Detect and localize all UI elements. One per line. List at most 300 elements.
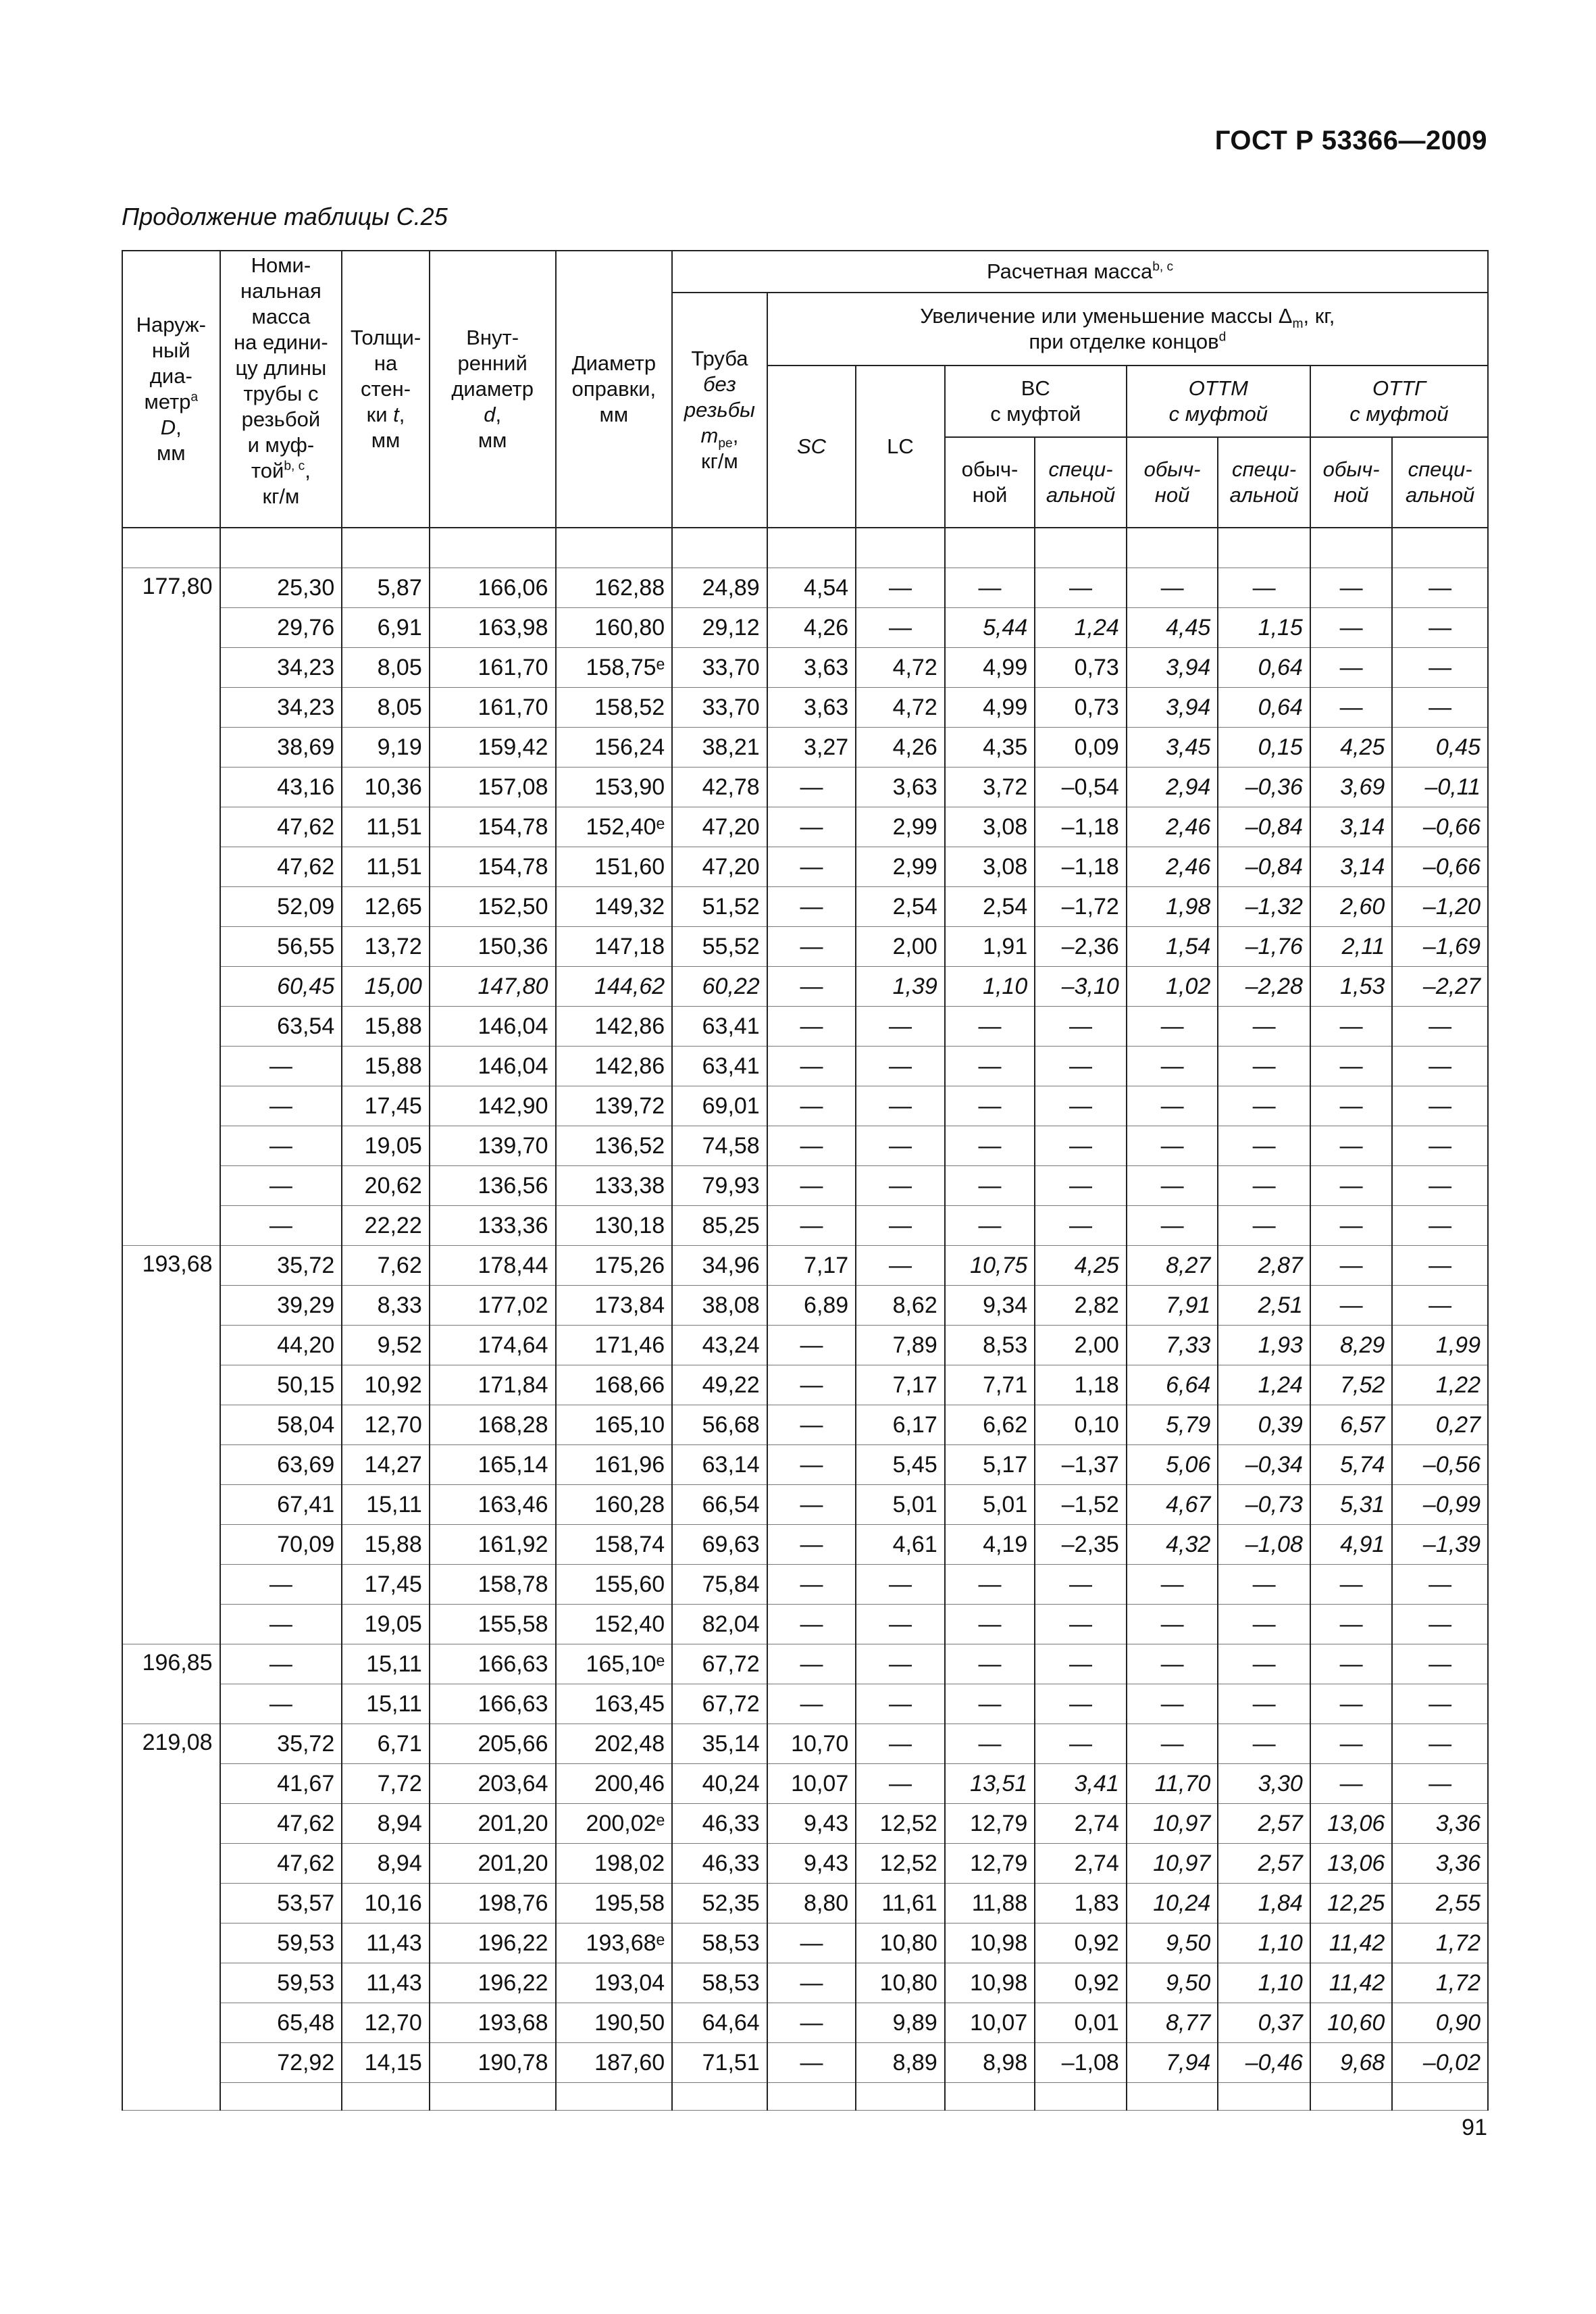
- table-cell: 58,04: [220, 1405, 342, 1445]
- table-cell: 1,15: [1218, 608, 1310, 648]
- table-cell: 175,26: [556, 1246, 673, 1286]
- table-cell: —: [945, 1724, 1035, 1764]
- table-row: [122, 847, 1488, 887]
- table-cell: —: [220, 1206, 342, 1246]
- table-cell: 165,10ᵉ: [556, 1644, 673, 1684]
- table-cell: 5,45: [856, 1445, 945, 1485]
- table-cell: 0,92: [1035, 1963, 1127, 2003]
- table-cell: 0,01: [1035, 2003, 1127, 2043]
- table-cell: 8,77: [1127, 2003, 1218, 2043]
- table-cell: —: [767, 1405, 856, 1445]
- table-cell: —: [1127, 1684, 1218, 1724]
- table-cell: –1,20: [1392, 887, 1488, 927]
- table-cell: 149,32: [556, 887, 673, 927]
- page-number: 91: [1462, 2115, 1487, 2140]
- table-row: [122, 1923, 1488, 1963]
- table-cell: 2,57: [1218, 1804, 1310, 1844]
- table-cell: 150,36: [430, 927, 556, 967]
- table-cell: 1,84: [1218, 1884, 1310, 1923]
- header-ottm: ОТТМ с муфтой: [1127, 366, 1310, 437]
- table-cell: 158,78: [430, 1565, 556, 1605]
- table-cell: —: [945, 1684, 1035, 1724]
- table-cell: 151,60: [556, 847, 673, 887]
- table-cell: 11,51: [342, 807, 430, 847]
- header-ottg-special: специ- альной: [1392, 437, 1488, 528]
- table-cell: 193,04: [556, 1963, 673, 2003]
- table-cell: 0,90: [1392, 2003, 1488, 2043]
- table-cell: —: [1035, 1007, 1127, 1047]
- table-row: [122, 1246, 1488, 1286]
- table-cell: 154,78: [430, 847, 556, 887]
- table-cell: —: [945, 1086, 1035, 1126]
- table-cell: 44,20: [220, 1326, 342, 1365]
- table-cell: 2,51: [1218, 1286, 1310, 1326]
- table-cell: 2,54: [945, 887, 1035, 927]
- spacer-cell: [672, 528, 767, 568]
- table-cell: 60,45: [220, 967, 342, 1007]
- table-cell: —: [1310, 1246, 1392, 1286]
- table-cell: 38,08: [672, 1286, 767, 1326]
- table-cell: 74,58: [672, 1126, 767, 1166]
- header-drift-diameter: Диаметр оправки, мм: [556, 251, 673, 528]
- table-cell: 4,26: [856, 728, 945, 768]
- table-cell: 10,36: [342, 768, 430, 807]
- table-cell: 153,90: [556, 768, 673, 807]
- header-bc-regular: обыч- ной: [945, 437, 1035, 528]
- table-cell: 142,86: [556, 1047, 673, 1086]
- table-cell: 42,78: [672, 768, 767, 807]
- table-cell: —: [856, 1764, 945, 1804]
- table-cell: —: [767, 807, 856, 847]
- table-cell: —: [1218, 1644, 1310, 1684]
- table-cell: 162,88: [556, 568, 673, 608]
- table-cell: 1,91: [945, 927, 1035, 967]
- table-row: [122, 1445, 1488, 1485]
- table-cell: –1,18: [1035, 847, 1127, 887]
- table-cell: 10,98: [945, 1923, 1035, 1963]
- spacer-cell: [1127, 528, 1218, 568]
- table-cell: —: [220, 1684, 342, 1724]
- table-cell: 4,25: [1310, 728, 1392, 768]
- table-cell: 47,62: [220, 807, 342, 847]
- table-cell: —: [767, 967, 856, 1007]
- table-cell: —: [1310, 1166, 1392, 1206]
- table-cell: 163,98: [430, 608, 556, 648]
- table-cell: 47,62: [220, 1844, 342, 1884]
- table-cell: 201,20: [430, 1804, 556, 1844]
- table-cell: 203,64: [430, 1764, 556, 1804]
- table-row: [122, 1365, 1488, 1405]
- table-row: [122, 1644, 1488, 1684]
- table-cell: 0,39: [1218, 1405, 1310, 1445]
- table-cell: 10,97: [1127, 1844, 1218, 1884]
- table-cell: 10,92: [342, 1365, 430, 1405]
- table-cell: —: [767, 1326, 856, 1365]
- padding-cell: [1218, 2083, 1310, 2111]
- table-cell: 0,45: [1392, 728, 1488, 768]
- table-cell: 19,05: [342, 1126, 430, 1166]
- table-cell: 146,04: [430, 1047, 556, 1086]
- table-cell: 3,30: [1218, 1764, 1310, 1804]
- table-cell: 47,62: [220, 1804, 342, 1844]
- table-cell: 190,50: [556, 2003, 673, 2043]
- table-cell: 166,06: [430, 568, 556, 608]
- table-cell: 3,63: [767, 688, 856, 728]
- spacer-cell: [556, 528, 673, 568]
- table-cell: 1,98: [1127, 887, 1218, 927]
- table-cell: 163,46: [430, 1485, 556, 1525]
- table-cell: 160,28: [556, 1485, 673, 1525]
- table-caption: Продолжение таблицы С.25: [122, 203, 448, 230]
- table-cell: —: [1310, 568, 1392, 608]
- table-cell: 12,70: [342, 2003, 430, 2043]
- table-cell: —: [945, 1126, 1035, 1166]
- table-row: [122, 568, 1488, 608]
- table-cell: —: [1218, 1007, 1310, 1047]
- table-cell: 35,14: [672, 1724, 767, 1764]
- table-cell: 1,99: [1392, 1326, 1488, 1365]
- header-wall-thickness: Толщи- на стен- ки t, мм: [342, 251, 430, 528]
- table-cell: 190,78: [430, 2043, 556, 2083]
- table-cell: 13,51: [945, 1764, 1035, 1804]
- table-cell: 3,63: [767, 648, 856, 688]
- table-cell: —: [1218, 1166, 1310, 1206]
- table-cell: 3,36: [1392, 1844, 1488, 1884]
- table-cell: –1,37: [1035, 1445, 1127, 1485]
- table-cell: 3,14: [1310, 847, 1392, 887]
- table-cell: —: [767, 1126, 856, 1166]
- table-cell: 4,32: [1127, 1525, 1218, 1565]
- table-cell: —: [1035, 1565, 1127, 1605]
- spacer-cell: [1392, 528, 1488, 568]
- table-cell: 0,27: [1392, 1405, 1488, 1445]
- table-cell: 79,93: [672, 1166, 767, 1206]
- table-cell: 10,16: [342, 1884, 430, 1923]
- table-cell: 29,76: [220, 608, 342, 648]
- table-cell: 10,07: [945, 2003, 1035, 2043]
- table-cell: 1,22: [1392, 1365, 1488, 1405]
- table-cell: 2,00: [1035, 1326, 1127, 1365]
- table-cell: –2,35: [1035, 1525, 1127, 1565]
- table-cell: 4,72: [856, 688, 945, 728]
- table-cell: 8,05: [342, 688, 430, 728]
- table-row: [122, 768, 1488, 807]
- table-cell: 39,29: [220, 1286, 342, 1326]
- table-cell: —: [1218, 1684, 1310, 1724]
- table-cell: 12,65: [342, 887, 430, 927]
- table-cell: —: [767, 1007, 856, 1047]
- table-cell: 2,46: [1127, 847, 1218, 887]
- table-cell: —: [1392, 1126, 1488, 1166]
- table-cell: —: [1310, 1126, 1392, 1166]
- table-cell: 1,54: [1127, 927, 1218, 967]
- table-cell: 4,26: [767, 608, 856, 648]
- table-cell: 2,99: [856, 807, 945, 847]
- table-cell: 165,10: [556, 1405, 673, 1445]
- table-cell: 158,74: [556, 1525, 673, 1565]
- padding-cell: [1035, 2083, 1127, 2111]
- table-cell: 202,48: [556, 1724, 673, 1764]
- padding-cell: [945, 2083, 1035, 2111]
- table-cell: —: [1392, 1565, 1488, 1605]
- table-cell: 11,51: [342, 847, 430, 887]
- table-cell: 59,53: [220, 1923, 342, 1963]
- table-cell: 11,61: [856, 1884, 945, 1923]
- header-lc: LC: [856, 366, 945, 528]
- table-cell: 34,23: [220, 648, 342, 688]
- spacer-cell: [945, 528, 1035, 568]
- table-cell: —: [1392, 1246, 1488, 1286]
- table-cell: 41,67: [220, 1764, 342, 1804]
- table-cell: 3,08: [945, 807, 1035, 847]
- table-cell: 12,79: [945, 1844, 1035, 1884]
- table-cell: 1,83: [1035, 1884, 1127, 1923]
- table-cell: –0,36: [1218, 768, 1310, 807]
- table-cell: –0,11: [1392, 768, 1488, 807]
- table-cell: —: [1127, 1605, 1218, 1644]
- table-cell: 173,84: [556, 1286, 673, 1326]
- table-cell: 3,08: [945, 847, 1035, 887]
- table-row: [122, 927, 1488, 967]
- table-cell: 178,44: [430, 1246, 556, 1286]
- padding-cell: [430, 2083, 556, 2111]
- table-cell: 55,52: [672, 927, 767, 967]
- table-cell: —: [1035, 1605, 1127, 1644]
- table-cell: –1,39: [1392, 1525, 1488, 1565]
- table-cell: 59,53: [220, 1963, 342, 2003]
- table-cell: 2,74: [1035, 1804, 1127, 1844]
- table-cell: 166,63: [430, 1684, 556, 1724]
- table-cell: 9,19: [342, 728, 430, 768]
- table-cell: 12,52: [856, 1804, 945, 1844]
- table-cell: 72,92: [220, 2043, 342, 2083]
- table-cell: 3,69: [1310, 768, 1392, 807]
- table-cell: 2,74: [1035, 1844, 1127, 1884]
- table-cell: —: [856, 1007, 945, 1047]
- table-cell: 6,89: [767, 1286, 856, 1326]
- table-cell: —: [767, 1963, 856, 2003]
- table-cell: 85,25: [672, 1206, 767, 1246]
- table-cell: 11,42: [1310, 1963, 1392, 2003]
- table-cell: 58,53: [672, 1963, 767, 2003]
- table-cell: —: [856, 1126, 945, 1166]
- table-cell: —: [1392, 1086, 1488, 1126]
- table-cell: 9,52: [342, 1326, 430, 1365]
- table-cell: 3,41: [1035, 1764, 1127, 1804]
- table-cell: 75,84: [672, 1565, 767, 1605]
- table-row: [122, 1565, 1488, 1605]
- table-cell: —: [1392, 1684, 1488, 1724]
- table-cell: 2,82: [1035, 1286, 1127, 1326]
- table-cell: 22,22: [342, 1206, 430, 1246]
- padding-cell: [1310, 2083, 1392, 2111]
- table-row: [122, 1086, 1488, 1126]
- table-cell: —: [767, 1644, 856, 1684]
- table-row: [122, 1166, 1488, 1206]
- table-cell: 11,70: [1127, 1764, 1218, 1804]
- table-cell: 7,17: [856, 1365, 945, 1405]
- table-cell: —: [767, 1525, 856, 1565]
- table-cell: –0,99: [1392, 1485, 1488, 1525]
- table-cell: —: [1310, 1764, 1392, 1804]
- table-cell: —: [1035, 568, 1127, 608]
- table-cell: 63,41: [672, 1047, 767, 1086]
- table-cell: —: [945, 1565, 1035, 1605]
- table-cell: 147,80: [430, 967, 556, 1007]
- table-cell: 10,75: [945, 1246, 1035, 1286]
- table-cell: 12,25: [1310, 1884, 1392, 1923]
- table-cell: —: [220, 1126, 342, 1166]
- table-cell: 52,35: [672, 1884, 767, 1923]
- table-cell: —: [945, 1007, 1035, 1047]
- header-outer-diameter: Наруж- ный диа- метр$^a$ D, мм: [122, 251, 220, 528]
- table-cell: 3,94: [1127, 648, 1218, 688]
- table-row: [122, 728, 1488, 768]
- table-cell: —: [1392, 1007, 1488, 1047]
- table-cell: —: [856, 1644, 945, 1684]
- table-cell: 34,23: [220, 688, 342, 728]
- table-cell: 15,00: [342, 967, 430, 1007]
- table-cell: 158,75ᵉ: [556, 648, 673, 688]
- table-cell: —: [767, 1684, 856, 1724]
- table-cell: 168,28: [430, 1405, 556, 1445]
- table-cell: 11,43: [342, 1923, 430, 1963]
- table-cell: 8,33: [342, 1286, 430, 1326]
- table-cell: 35,72: [220, 1724, 342, 1764]
- table-cell: 4,19: [945, 1525, 1035, 1565]
- table-cell: —: [856, 1086, 945, 1126]
- table-cell: 5,17: [945, 1445, 1035, 1485]
- table-cell: 34,96: [672, 1246, 767, 1286]
- table-cell: 43,24: [672, 1326, 767, 1365]
- table-cell: 65,48: [220, 2003, 342, 2043]
- table-cell: —: [856, 1166, 945, 1206]
- table-cell: 9,68: [1310, 2043, 1392, 2083]
- table-cell: –1,08: [1218, 1525, 1310, 1565]
- table-cell: —: [945, 1206, 1035, 1246]
- table-cell: —: [1392, 1166, 1488, 1206]
- table-cell: 29,12: [672, 608, 767, 648]
- table-cell: —: [1392, 1724, 1488, 1764]
- table-cell: 52,09: [220, 887, 342, 927]
- table-cell: 195,58: [556, 1884, 673, 1923]
- table-cell: —: [1392, 688, 1488, 728]
- table-cell: 10,80: [856, 1963, 945, 2003]
- table-cell: —: [1310, 1086, 1392, 1126]
- table-cell: 63,14: [672, 1445, 767, 1485]
- table-header: [122, 251, 1488, 528]
- header-bc: BC с муфтой: [945, 366, 1127, 437]
- table-row: [122, 967, 1488, 1007]
- table-cell: 60,22: [672, 967, 767, 1007]
- table-cell: 3,45: [1127, 728, 1218, 768]
- table-cell: 161,70: [430, 688, 556, 728]
- table-row: [122, 1525, 1488, 1565]
- table-cell: —: [856, 1684, 945, 1724]
- table-cell: 2,94: [1127, 768, 1218, 807]
- table-cell: 196,22: [430, 1963, 556, 2003]
- table-cell: 133,38: [556, 1166, 673, 1206]
- table-cell: 5,44: [945, 608, 1035, 648]
- header-ottg: ОТТГ с муфтой: [1310, 366, 1488, 437]
- table-cell: —: [767, 1047, 856, 1086]
- table-cell: 144,62: [556, 967, 673, 1007]
- table-cell: 159,42: [430, 728, 556, 768]
- table-cell: 9,50: [1127, 1963, 1218, 2003]
- table-cell: 35,72: [220, 1246, 342, 1286]
- spacer-cell: [767, 528, 856, 568]
- table-cell: 1,53: [1310, 967, 1392, 1007]
- table-cell: 17,45: [342, 1565, 430, 1605]
- table-cell: 15,88: [342, 1047, 430, 1086]
- table-row: [122, 1126, 1488, 1166]
- table-cell: 139,72: [556, 1086, 673, 1126]
- table-cell: 6,91: [342, 608, 430, 648]
- table-cell: 133,36: [430, 1206, 556, 1246]
- table-row: [122, 1405, 1488, 1445]
- table-cell: 0,10: [1035, 1405, 1127, 1445]
- table-cell: —: [945, 1644, 1035, 1684]
- table-cell: 0,64: [1218, 648, 1310, 688]
- table-cell: 1,24: [1218, 1365, 1310, 1405]
- outer-diameter-cell: 219,08: [122, 1724, 220, 2111]
- padding-cell: [1392, 2083, 1488, 2111]
- table-cell: 46,33: [672, 1844, 767, 1884]
- table-cell: 3,27: [767, 728, 856, 768]
- table-cell: –1,18: [1035, 807, 1127, 847]
- table-cell: –1,32: [1218, 887, 1310, 927]
- table-row: [122, 1804, 1488, 1844]
- table-cell: 0,09: [1035, 728, 1127, 768]
- table-cell: 139,70: [430, 1126, 556, 1166]
- table-cell: 10,80: [856, 1923, 945, 1963]
- header-sc: SC: [767, 366, 856, 528]
- outer-diameter-cell: 177,80: [122, 568, 220, 1246]
- table-cell: 0,15: [1218, 728, 1310, 768]
- table-cell: 4,25: [1035, 1246, 1127, 1286]
- table-cell: 10,97: [1127, 1804, 1218, 1844]
- table-cell: —: [945, 1047, 1035, 1086]
- table-cell: 1,39: [856, 967, 945, 1007]
- table-cell: 3,14: [1310, 807, 1392, 847]
- table-cell: –0,66: [1392, 807, 1488, 847]
- table-cell: 4,99: [945, 648, 1035, 688]
- table-cell: 1,10: [1218, 1923, 1310, 1963]
- table-cell: —: [1127, 1644, 1218, 1684]
- table-cell: 4,54: [767, 568, 856, 608]
- table-cell: 5,06: [1127, 1445, 1218, 1485]
- padding-cell: [767, 2083, 856, 2111]
- table-cell: 13,72: [342, 927, 430, 967]
- table-cell: —: [1392, 648, 1488, 688]
- table-cell: —: [1127, 1166, 1218, 1206]
- padding-cell: [342, 2083, 430, 2111]
- table-cell: —: [856, 1047, 945, 1086]
- table-cell: 8,94: [342, 1804, 430, 1844]
- table-cell: —: [1310, 1605, 1392, 1644]
- table-row: [122, 1326, 1488, 1365]
- table-cell: —: [1218, 1724, 1310, 1764]
- table-cell: 5,01: [945, 1485, 1035, 1525]
- table-cell: 7,89: [856, 1326, 945, 1365]
- table-cell: 155,58: [430, 1605, 556, 1644]
- spacer-cell: [1035, 528, 1127, 568]
- table-cell: —: [1310, 1565, 1392, 1605]
- document-code: ГОСТ Р 53366—2009: [1214, 126, 1487, 155]
- table-row: [122, 2003, 1488, 2043]
- table-cell: 5,74: [1310, 1445, 1392, 1485]
- table-cell: —: [1218, 1126, 1310, 1166]
